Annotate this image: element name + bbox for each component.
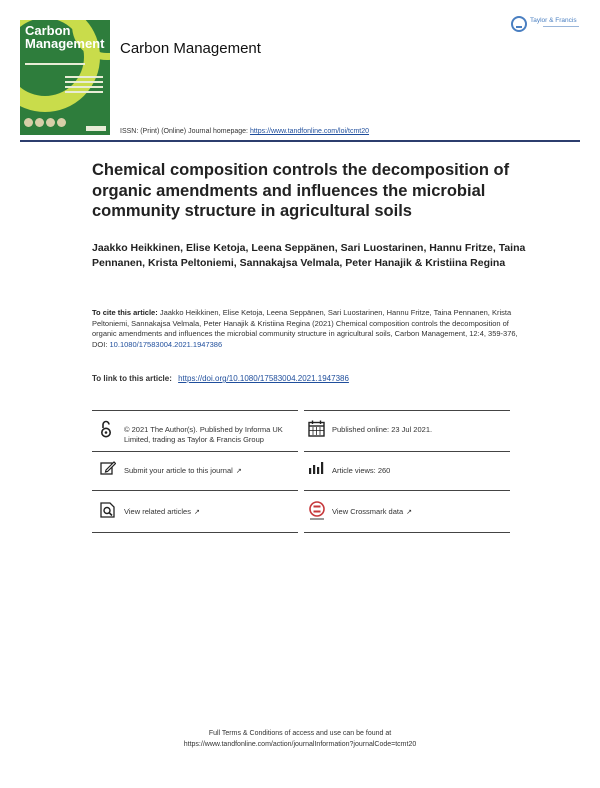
taylor-francis-logo-icon [511,16,527,32]
info-divider [304,490,510,491]
submit-article-link[interactable]: Submit your article to this journal ↗ [124,466,242,475]
crossmark-link[interactable]: View Crossmark data ↗ [332,507,413,516]
publisher-logo[interactable] [511,16,581,40]
header-divider [20,140,580,142]
cover-title: Carbon Management [25,23,105,51]
cover-badges [24,114,68,132]
journal-cover-image[interactable] [20,20,110,135]
journal-name: Carbon Management [120,40,261,57]
crossmark-icon [308,501,326,521]
citation-block [92,308,522,350]
license-text: © 2021 The Author(s). Published by Informa UK Limited, trading as Taylor & Francis Group [124,425,283,444]
journal-information-link[interactable]: https://www.tandfonline.com/action/journalInformation?journalCode=tcmt20 [183,741,417,748]
calendar-icon [308,420,325,437]
open-access-icon [100,420,112,438]
cover-text-line [25,63,85,65]
published-date: Published online: 23 Jul 2021. [332,425,433,434]
related-articles-link[interactable]: View related articles ↗ [124,507,200,516]
article-link-label: To link to this article: [92,374,172,383]
citation-text: Jaakko Heikkinen, Elise Ketoja, Leena Seppänen, Sari Luostarinen, Hannu Fritze, Taina Pennanen, Krista Peltoniemi, Sannakajsa Velmala, Peter Hanajik & Kristiina Regina (2021) Chemical composition controls the decomposition of organic amendments and influences the microbial community structure in agricultural soils, Carbon Management, 12:4, 359-376, DOI: [92,308,518,349]
info-divider [92,532,298,533]
info-divider [304,451,510,452]
info-divider [92,410,298,411]
external-link-icon: ↗ [193,509,200,516]
terms-text: Full Terms & Conditions of access and use can be found at [208,730,392,737]
article-doi-link[interactable]: https://doi.org/10.1080/17583004.2021.1947386 [178,374,349,383]
article-link-line [92,374,349,383]
article-views: Article views: 260 [332,466,391,475]
journal-homepage-link[interactable]: https://www.tandfonline.com/loi/tcmt20 [249,128,370,135]
article-authors: Jaakko Heikkinen, Elise Ketoja, Leena Seppänen, Sari Luostarinen, Hannu Fritze, Taina Pennanen, Krista Peltoniemi, Sannakajsa Velmala, Peter Hanajik & Kristiina Regina [92,242,526,269]
publisher-logo-tagline [543,26,579,27]
cover-publisher-logo [86,126,106,131]
info-divider [92,490,298,491]
info-divider [304,410,510,411]
citation-label: To cite this article: [92,308,158,317]
article-title: Chemical composition controls the decomposition of organic amendments and influences the microbial community structure in agricultural soils [92,161,510,220]
terms-footer [100,728,500,750]
citation-doi-link[interactable]: 10.1080/17583004.2021.1947386 [109,339,223,349]
external-link-icon: ↗ [235,468,242,475]
issn-line: ISSN: (Print) (Online) Journal homepage: https://www.tandfonline.com/loi/tcmt20 [120,128,370,135]
edit-icon [100,461,116,475]
external-link-icon: ↗ [406,509,413,516]
publisher-logo-text: Taylor & Francis [530,17,577,24]
info-divider [92,451,298,452]
related-articles-icon [100,502,116,518]
cover-text-block [65,76,103,96]
bar-chart-icon [308,461,326,475]
info-divider [304,532,510,533]
